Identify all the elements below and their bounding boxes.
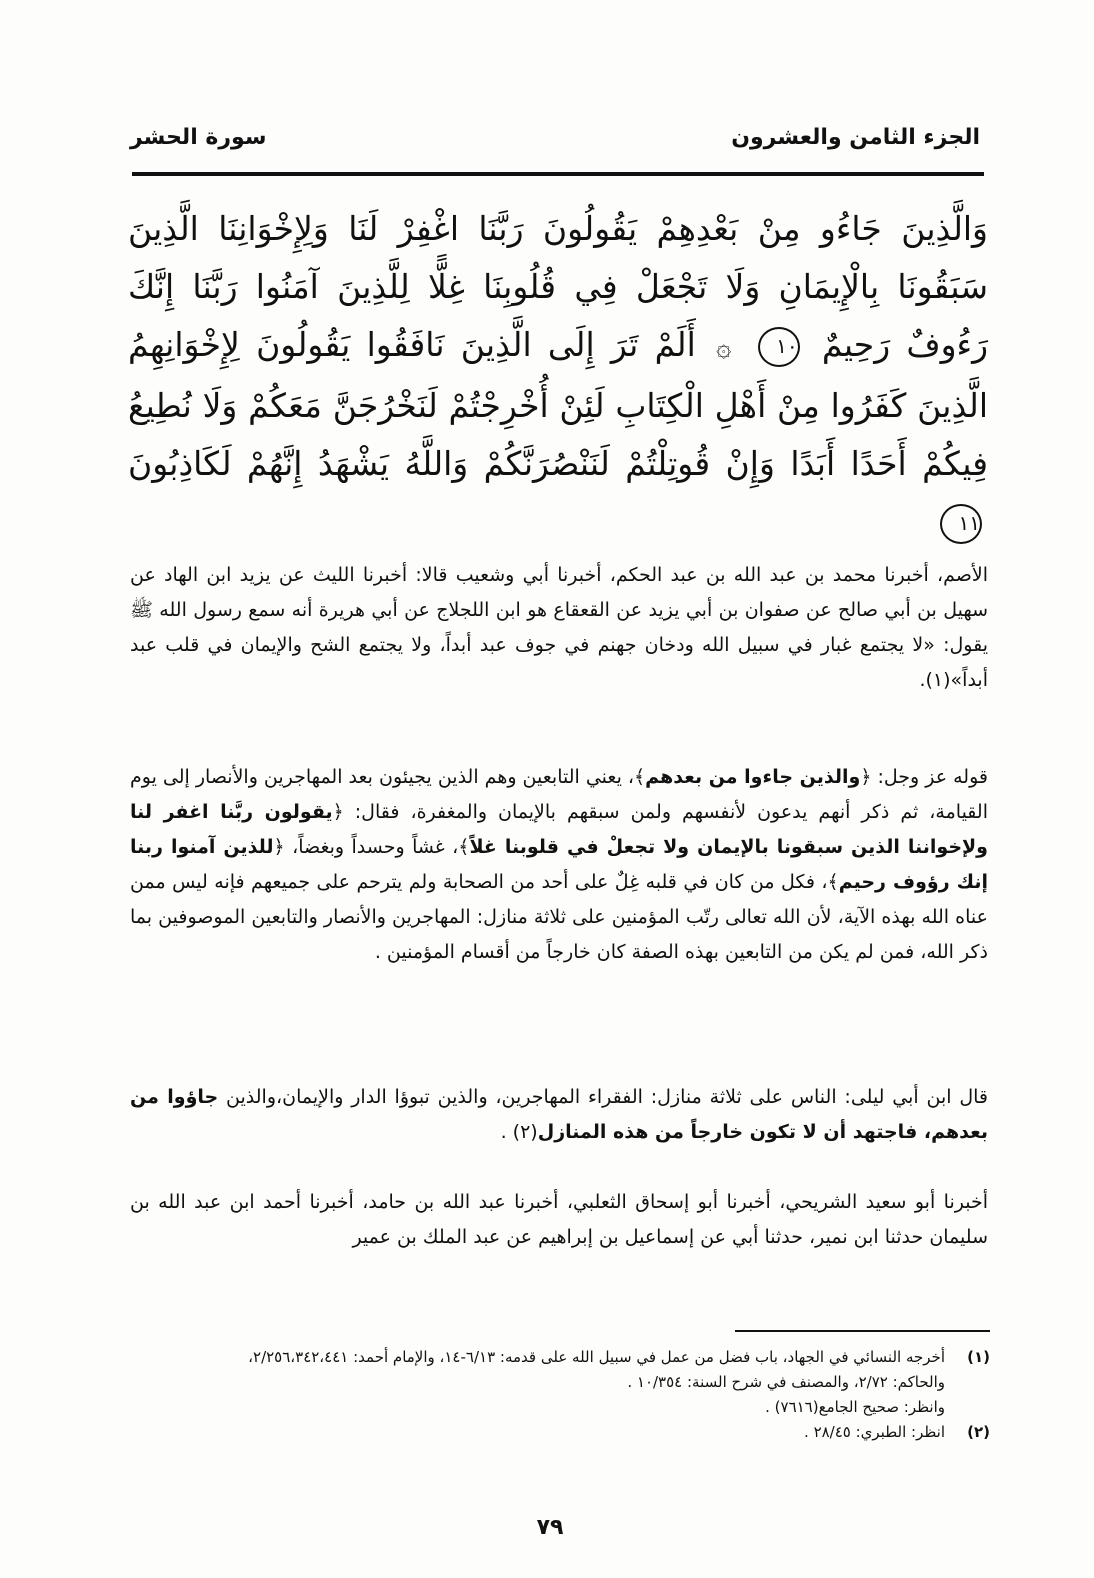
footnote-line: أخرجه النسائي في الجهاد، باب فضل من عمل في سبيل الله على قدمه: ٦/١٣-١٤، والإمام أحمد: ٢/٢٥٦،٣٤٢،٤٤١، bbox=[248, 1348, 945, 1366]
p2-text-4: ﴾، فكل من كان في قلبه غِلٌ على أحد من الصحابة ولم يترحم على جميعهم فإنه ليس ممن عناه الله بهذه الآية، لأن الله تعالى رتّب المؤمنين على ثلاثة منازل: المهاجرين والأنصار والتابعين الموصوفين بما ذكر الله، فمن لم يكن من التابعين بهذه الصفة كان خارجاً من أقسام المؤمنين . bbox=[130, 871, 988, 963]
footnote-number: (١) bbox=[967, 1348, 990, 1366]
p2-quote-2: يقولون ربَّنا اغفر لنا ولإخواننا الذين سبقونا بالإيمان ولا تجعلْ في قلوبنا غلاً bbox=[130, 801, 988, 858]
footnote-line: والحاكم: ٢/٧٢، والمصنف في شرح السنة: ١٠/٣٥٤ . bbox=[627, 1373, 945, 1391]
header-rule bbox=[132, 172, 984, 176]
part-title: الجزء الثامن والعشرون bbox=[731, 124, 980, 150]
p3-bold: جاؤوا من بعدهم، فاجتهد أن لا تكون خارجاً من هذه المنازل bbox=[130, 1086, 988, 1143]
surah-title: سورة الحشر bbox=[130, 124, 267, 150]
ayah-number-11: ١١ bbox=[940, 504, 982, 544]
footnote-1 bbox=[130, 1345, 990, 1420]
footnotes bbox=[130, 1345, 990, 1445]
p2-quote-3: للذين آمنوا ربنا إنك رؤوف رحيم bbox=[130, 836, 989, 893]
ayah-number-10: ١٠ bbox=[758, 327, 800, 367]
running-header bbox=[130, 112, 980, 162]
p3-text-2: (٢) . bbox=[500, 1121, 538, 1143]
verse-11-text: أَلَمْ تَرَ إِلَى الَّذِينَ نَافَقُوا يَقُولُونَ لِإِخْوَانِهِمُ الَّذِينَ كَفَرُوا مِنْ أَهْلِ الْكِتَابِ لَئِنْ أُخْرِجْتُمْ لَنَخْرُجَنَّ مَعَكُمْ وَلَا نُطِيعُ فِيكُمْ أَحَدًا أَبَدًا وَإِنْ قُوتِلْتُمْ لَنَنْصُرَنَّكُمْ وَاللَّهُ يَشْهَدُ إِنَّهُمْ لَكَاذِبُونَ bbox=[128, 325, 988, 483]
p2-quote-1: والذين جاءوا من بعدهم bbox=[645, 766, 861, 788]
verse-10-text: وَالَّذِينَ جَاءُو مِنْ بَعْدِهِمْ يَقُولُونَ رَبَّنَا اغْفِرْ لَنَا وَلِإِخْوَانِنَا الَّذِينَ سَبَقُونَا بِالْإِيمَانِ وَلَا تَجْعَلْ فِي قُلُوبِنَا غِلًّا لِلَّذِينَ آمَنُوا رَبَّنَا إِنَّكَ رَءُوفٌ رَحِيمٌ bbox=[128, 209, 989, 364]
footnote-rule bbox=[735, 1330, 990, 1332]
p2-text-3: ﴾، غشاً وحسداً وبغضاً، ﴿ bbox=[273, 836, 470, 858]
page-number: ٧٩ bbox=[536, 1515, 564, 1540]
quran-verses bbox=[128, 200, 988, 551]
footnote-2 bbox=[130, 1420, 990, 1445]
rub-el-hizb-icon: ۞ bbox=[716, 333, 732, 363]
footnote-number: (٢) bbox=[967, 1423, 990, 1441]
footnote-line: وانظر: صحيح الجامع(٧٦١٦) . bbox=[765, 1398, 945, 1416]
paragraph-tafsir bbox=[130, 760, 988, 970]
p3-text-1: قال ابن أبي ليلى: الناس على ثلاثة منازل: الفقراء المهاجرين، والذين تبوؤا الدار والإيمان،والذين bbox=[218, 1086, 989, 1108]
paragraph-ibn-abi-layla bbox=[130, 1080, 988, 1150]
footnote-line: انظر: الطبري: ٢٨/٤٥ . bbox=[804, 1423, 945, 1441]
p2-text-2: ﴾، يعني التابعين وهم الذين يجيئون بعد المهاجرين والأنصار إلى يوم القيامة، ثم ذكر أنهم يدعون لأنفسهم ولمن سبقهم بالإيمان والمغفرة، فقال: ﴿ bbox=[130, 766, 988, 823]
p2-text-1: قوله عز وجل: ﴿ bbox=[860, 766, 988, 788]
paragraph-isnad: أخبرنا أبو سعيد الشريحي، أخبرنا أبو إسحاق الثعلبي، أخبرنا عبد الله بن حامد، أخبرنا أحمد ابن عبد الله بن سليمان حدثنا ابن نمير، حدثنا أبي عن إسماعيل بن إبراهيم عن عبد الملك بن عمير bbox=[130, 1191, 988, 1248]
paragraph-hadith: الأصم، أخبرنا محمد بن عبد الله بن عبد الحكم، أخبرنا أبي وشعيب قالا: أخبرنا الليث عن يزيد ابن الهاد عن سهيل بن أبي صالح عن صفوان بن أبي يزيد عن القعقاع هو ابن اللجلاج عن أبي هريرة أنه سمع رسول الله ﷺ يقول: «لا يجتمع غبار في سبيل الله ودخان جهنم في جوف عبد أبداً، ولا يجتمع الشح والإيمان في قلب عبد أبداً»(١). bbox=[130, 564, 988, 691]
